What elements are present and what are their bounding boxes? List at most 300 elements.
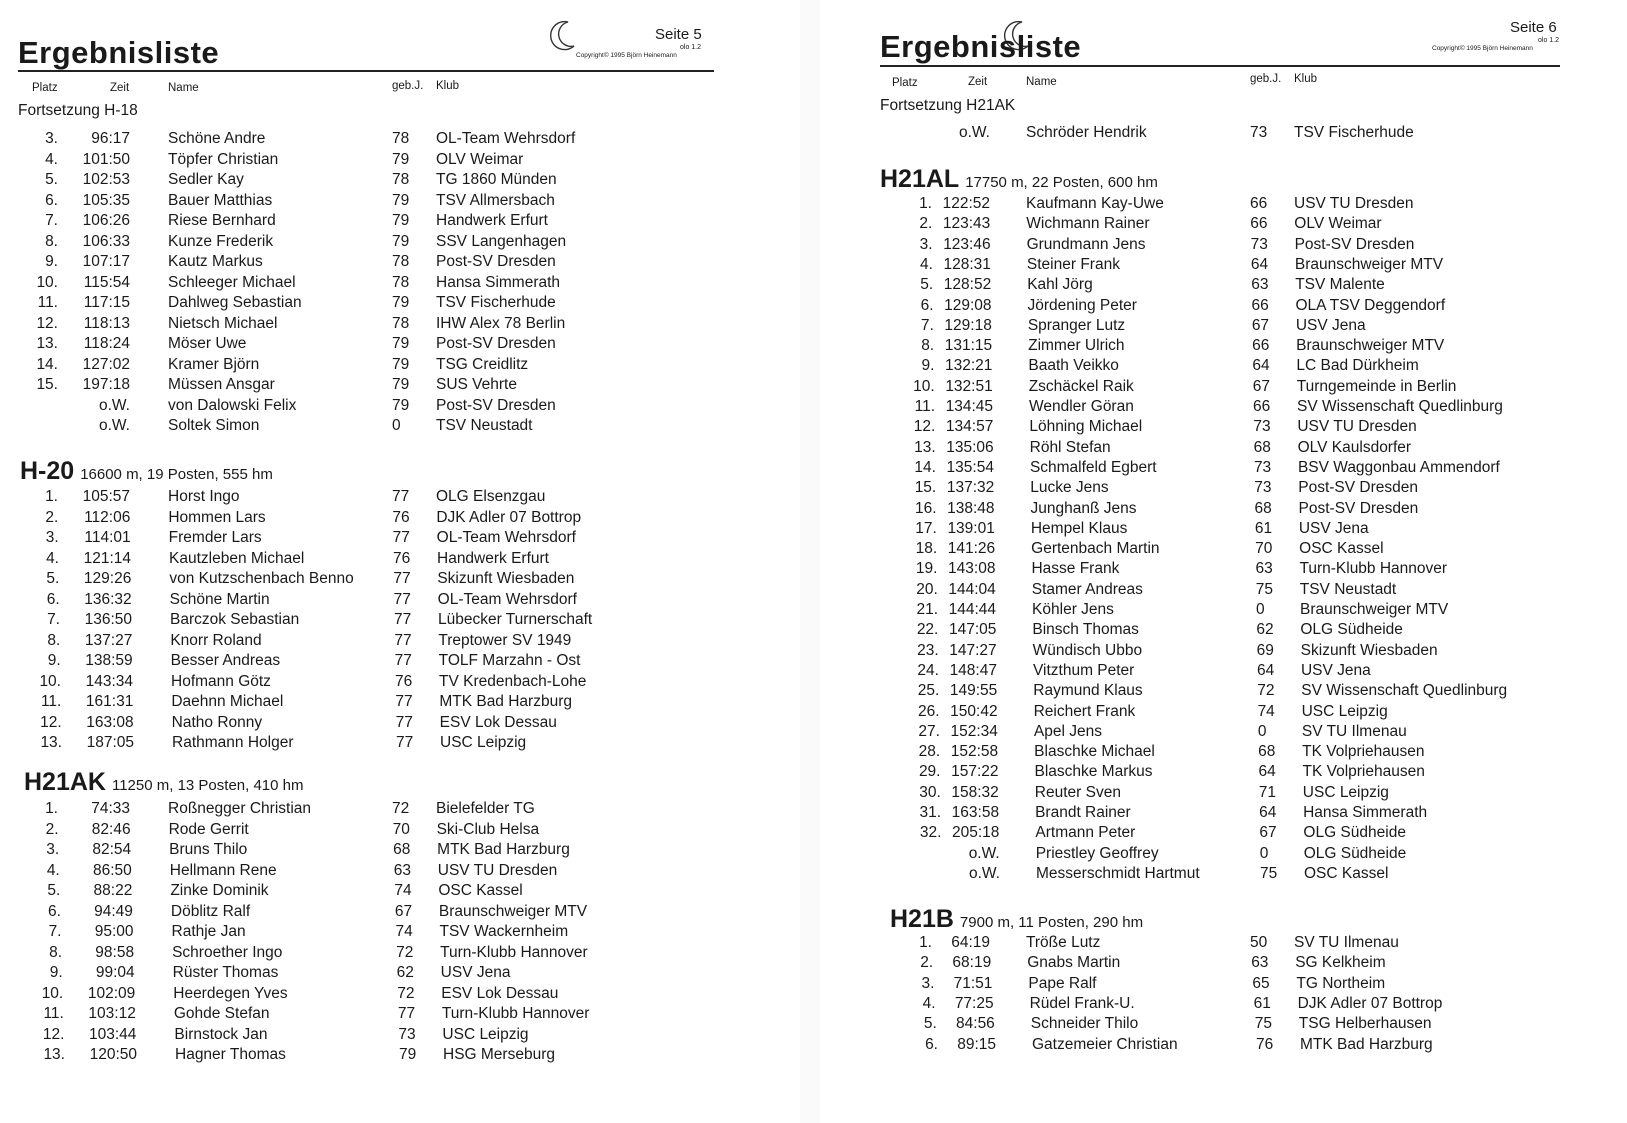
placement: 9. (921, 357, 935, 375)
runner-name: Schöne Andre (168, 130, 266, 147)
club-name: OSC Kassel (1299, 540, 1384, 558)
runner-name: Reuter Sven (1034, 783, 1121, 801)
club-name: USC Leipzig (1302, 783, 1389, 801)
club-name: BSV Waggonbau Ammendorf (1297, 458, 1500, 476)
placement: 2. (45, 820, 59, 838)
result-row (0, 591, 780, 612)
club-name: TG 1860 Münden (436, 171, 557, 188)
run-time: 99:04 (95, 964, 135, 981)
club-name: OLG Südheide (1303, 844, 1407, 862)
club-name: USC Leipzig (1301, 702, 1388, 720)
runner-name: Besser Andreas (170, 652, 281, 669)
birth-year: 76 (395, 672, 413, 690)
birth-year: 65 (1252, 974, 1270, 992)
col-header-zeit: Zeit (110, 82, 130, 94)
result-row (820, 784, 1600, 805)
class-course-info: 11250 m, 13 Posten, 410 hm (111, 777, 304, 794)
placement: 27. (918, 722, 940, 740)
run-time: 129:18 (944, 316, 992, 334)
runner-name: Schroether Ingo (172, 943, 283, 961)
birth-year: 74 (395, 923, 413, 940)
runner-name: Grundmann Jens (1026, 235, 1146, 253)
birth-year: 64 (1258, 763, 1276, 781)
run-time: 88:22 (93, 882, 133, 899)
result-row (0, 903, 780, 924)
runner-name: Raymund Klaus (1033, 682, 1143, 700)
col-header-name: Name (168, 82, 199, 94)
club-name: OLV Weimar (436, 150, 524, 168)
club-name: USC Leipzig (442, 1025, 529, 1043)
result-row (820, 276, 1600, 297)
run-time: 96:17 (91, 130, 130, 147)
club-name: TSV Fischerhude (436, 294, 556, 311)
result-row (820, 581, 1600, 602)
result-row (0, 570, 780, 591)
birth-year: 66 (1253, 398, 1271, 415)
birth-year: 71 (1258, 783, 1277, 801)
result-row (820, 824, 1600, 845)
placement: 29. (918, 763, 941, 781)
placement: 7. (920, 316, 934, 334)
club-name: Lübecker Turnerschaft (438, 611, 593, 628)
birth-year: 77 (394, 631, 412, 649)
placement: 18. (915, 540, 938, 558)
result-row (820, 662, 1600, 683)
runner-name: Bauer Matthias (168, 191, 273, 209)
club-name: OLA TSV Deggendorf (1295, 296, 1446, 314)
run-time: 101:50 (82, 150, 130, 168)
result-row (0, 294, 780, 315)
club-name: OLG Südheide (1303, 824, 1406, 842)
result-row (820, 723, 1600, 744)
col-header-geb: geb.J. (1250, 73, 1282, 85)
placement: 26. (918, 702, 940, 720)
club-name: Braunschweiger MTV (438, 902, 588, 920)
placement: 10. (39, 672, 61, 690)
placement: 2. (919, 215, 933, 233)
result-row (820, 743, 1600, 764)
runner-name: Kautzleben Michael (169, 549, 305, 567)
class-name: H21AK (24, 768, 106, 796)
birth-year: 66 (1250, 195, 1268, 212)
club-name: TSV Wackernheim (439, 923, 569, 940)
col-header-klub: Klub (1294, 73, 1318, 85)
runner-name: Kautz Markus (168, 253, 263, 270)
result-row (820, 1015, 1600, 1036)
placement: 6. (925, 1035, 938, 1053)
result-row (0, 130, 780, 151)
result-row (820, 804, 1600, 825)
result-row (0, 923, 780, 944)
placement: 15. (36, 376, 58, 393)
copyright-label: Copyright© 1995 Björn Heinemann (576, 52, 677, 59)
run-time: 115:54 (83, 273, 130, 291)
birth-year: 79 (399, 1046, 417, 1063)
result-row (0, 274, 780, 295)
run-time: 158:32 (951, 783, 999, 801)
placement: 8. (49, 943, 63, 961)
runner-name: Hellmann Rene (169, 861, 277, 879)
club-name: Skizunft Wiesbaden (1300, 641, 1438, 659)
birth-year: 62 (1256, 621, 1274, 639)
placement: 13. (43, 1046, 65, 1063)
club-name: TSV Neustadt (1299, 580, 1397, 598)
club-name: USC Leipzig (440, 734, 527, 751)
page-number: Seite 6 (1510, 19, 1557, 36)
runner-name: Junghanß Jens (1030, 499, 1137, 517)
club-name: OSC Kassel (1304, 864, 1389, 882)
result-row (0, 985, 780, 1006)
run-time: 138:59 (85, 652, 133, 669)
placement: 8. (921, 337, 935, 355)
result-row (820, 236, 1600, 257)
runner-name: Kahl Jörg (1027, 276, 1093, 294)
placement: 12. (42, 1025, 65, 1043)
run-time: 157:22 (951, 763, 999, 781)
birth-year: 63 (1251, 276, 1269, 294)
run-time: 107:17 (82, 253, 130, 270)
runner-name: Vitzthum Peter (1032, 661, 1135, 679)
run-time: 118:13 (83, 314, 130, 332)
runner-name: Reichert Frank (1033, 702, 1136, 720)
run-time: 134:45 (945, 398, 994, 415)
placement: 23. (917, 641, 939, 659)
result-row (0, 673, 780, 694)
runner-name: von Kutzschenbach Benno (169, 570, 354, 587)
run-time: 71:51 (953, 974, 993, 992)
club-name: Post-SV Dresden (1298, 479, 1418, 497)
birth-year: 78 (392, 314, 410, 332)
placement: 4. (922, 994, 936, 1012)
run-time: 82:46 (91, 820, 131, 838)
run-time: 120:50 (89, 1046, 137, 1063)
club-name: TSG Helberhausen (1298, 1015, 1432, 1033)
class-name: H21B (890, 905, 954, 933)
run-time: 89:15 (957, 1035, 996, 1053)
result-row (0, 335, 780, 356)
club-name: TK Volpriehausen (1302, 763, 1425, 781)
club-name: SUS Vehrte (436, 376, 517, 393)
continuation-label: Fortsetzung H-18 (18, 102, 138, 119)
birth-year: 73 (1250, 235, 1268, 253)
run-time: 149:55 (949, 682, 998, 700)
placement: 25. (917, 682, 940, 700)
birth-year: 70 (1255, 540, 1273, 558)
runner-name: Hommen Lars (168, 508, 266, 526)
placement: 31. (919, 804, 942, 821)
class-header (880, 165, 1158, 194)
birth-year: 67 (1251, 316, 1270, 334)
placement: 12. (40, 713, 62, 731)
birth-year: 77 (394, 611, 412, 628)
title-rule (880, 65, 1560, 67)
result-row (0, 192, 780, 213)
run-time: 84:56 (956, 1015, 995, 1033)
placement: 3. (919, 235, 933, 253)
placement: 10. (913, 377, 935, 395)
run-time: 138:48 (947, 499, 995, 517)
birth-year: 0 (1256, 601, 1265, 618)
page-number: Seite 5 (655, 26, 702, 43)
run-time: 95:00 (94, 923, 134, 940)
run-time: 112:06 (84, 508, 131, 526)
runner-name: Rode Gerrit (168, 820, 249, 838)
result-row (0, 734, 780, 755)
birth-year: 78 (392, 253, 410, 270)
placement: 8. (45, 232, 58, 250)
run-time: o.W. (968, 844, 1000, 862)
placement: 3. (45, 130, 58, 147)
birth-year: 67 (1252, 377, 1270, 395)
result-row (0, 841, 780, 862)
runner-name: Hofmann Götz (171, 672, 271, 690)
club-name: Turn-Klubb Hannover (440, 943, 588, 961)
result-row (820, 418, 1600, 439)
club-name: TK Volpriehausen (1302, 743, 1425, 761)
result-row (820, 995, 1600, 1016)
result-row (0, 882, 780, 903)
moon-logo-icon (546, 18, 580, 52)
run-time: 144:44 (948, 601, 997, 618)
placement: 1. (45, 488, 58, 505)
result-row (820, 479, 1600, 500)
run-time: 74:33 (91, 800, 130, 817)
birth-year: 63 (393, 861, 411, 879)
placement: 7. (48, 923, 62, 940)
result-row (820, 642, 1600, 663)
runner-name: Döblitz Ralf (170, 902, 251, 920)
version-label: olo 1.2 (680, 44, 702, 51)
runner-name: Spranger Lutz (1027, 316, 1126, 334)
birth-year: 79 (392, 150, 410, 168)
runner-name: Kramer Björn (168, 355, 260, 373)
club-name: Post-SV Dresden (436, 335, 556, 352)
col-header-platz: Platz (892, 77, 918, 89)
placement: 4. (919, 255, 933, 273)
runner-name: Zschäckel Raik (1028, 377, 1134, 395)
runner-name: Schöne Martin (169, 590, 270, 608)
placement: 1. (919, 934, 932, 951)
placement: 17. (915, 519, 937, 537)
runner-name: Gatzemeier Christian (1032, 1035, 1178, 1053)
birth-year: 72 (397, 984, 415, 1002)
run-time: 134:57 (945, 418, 994, 436)
runner-name: Rathje Jan (171, 923, 246, 940)
run-time: 102:53 (82, 171, 130, 188)
birth-year: 76 (392, 508, 410, 526)
club-name: Ski-Club Helsa (436, 820, 540, 838)
club-name: TG Northeim (1296, 974, 1386, 992)
birth-year: 78 (392, 130, 410, 147)
run-time: 129:26 (83, 570, 132, 587)
club-name: LC Bad Dürkheim (1296, 357, 1419, 375)
club-name: Post-SV Dresden (436, 396, 556, 414)
runner-name: Soltek Simon (168, 417, 260, 434)
result-row (0, 1005, 780, 1026)
club-name: Turn-Klubb Hannover (441, 1005, 590, 1022)
result-row (820, 195, 1600, 216)
page-title: Ergebnisliste (18, 35, 220, 70)
club-name: MTK Bad Harzburg (437, 841, 570, 858)
birth-year: 79 (392, 212, 410, 229)
result-row (0, 417, 780, 438)
result-row (0, 1026, 780, 1047)
run-time: 103:44 (89, 1025, 137, 1043)
club-name: OLG Elsenzgau (436, 488, 546, 505)
birth-year: 72 (396, 943, 414, 961)
birth-year: 73 (1254, 479, 1272, 497)
birth-year: 68 (1258, 743, 1276, 761)
club-name: ESV Lok Dessau (441, 984, 559, 1002)
runner-name: Horst Ingo (168, 488, 240, 505)
placement: 13. (914, 438, 936, 456)
club-name: SSV Langenhagen (436, 232, 567, 250)
runner-name: Natho Ronny (171, 713, 263, 731)
placement: 20. (916, 580, 938, 598)
result-row (820, 763, 1600, 784)
run-time: 117:15 (83, 294, 130, 311)
club-name: TSV Allmersbach (436, 191, 555, 209)
run-time: 135:54 (946, 458, 994, 476)
club-name: Post-SV Dresden (1298, 499, 1419, 517)
result-row (0, 550, 780, 571)
club-name: USV Jena (1298, 519, 1369, 537)
run-time: 136:50 (84, 611, 132, 628)
result-row (0, 714, 780, 735)
runner-name: Sedler Kay (168, 171, 244, 188)
run-time: 128:31 (943, 255, 991, 273)
result-row (820, 560, 1600, 581)
result-row (820, 845, 1600, 866)
birth-year: 72 (392, 800, 410, 817)
club-name: Post-SV Dresden (436, 253, 556, 270)
runner-name: Zimmer Ulrich (1028, 337, 1125, 355)
run-time: 132:21 (945, 357, 993, 375)
runner-name: Töpfer Christian (168, 150, 279, 168)
birth-year: 73 (1250, 124, 1268, 141)
run-time: 163:08 (86, 713, 134, 731)
runner-name: Messerschmidt Hartmut (1036, 864, 1200, 882)
club-name: MTK Bad Harzburg (439, 693, 572, 710)
runner-name: Artmann Peter (1035, 824, 1136, 842)
run-time: 123:46 (943, 235, 991, 253)
runner-name: Kunze Frederik (168, 232, 274, 250)
birth-year: 77 (393, 590, 411, 608)
placement: 5. (47, 882, 61, 899)
runner-name: Blaschke Markus (1034, 763, 1153, 781)
copyright-label: Copyright© 1995 Björn Heinemann (1432, 45, 1533, 52)
result-row (820, 439, 1600, 460)
result-row (820, 520, 1600, 541)
birth-year: 77 (392, 529, 410, 546)
placement: 11. (43, 1005, 64, 1022)
placement: 14. (36, 355, 58, 373)
run-time: 82:54 (92, 841, 132, 858)
birth-year: 75 (1260, 864, 1278, 882)
birth-year: 77 (396, 734, 414, 751)
runner-name: Bruns Thilo (169, 841, 248, 858)
run-time: 103:12 (88, 1005, 136, 1022)
club-name: TV Kredenbach-Lohe (439, 672, 587, 690)
birth-year: 50 (1250, 934, 1268, 951)
result-row (0, 693, 780, 714)
placement: 15. (914, 479, 937, 497)
run-time: 137:27 (84, 631, 133, 649)
run-time: o.W. (968, 864, 1000, 882)
run-time: 114:01 (84, 529, 131, 546)
placement: 2. (45, 508, 59, 526)
club-name: OLG Südheide (1300, 621, 1403, 639)
club-name: OL-Team Wehrsdorf (436, 529, 576, 546)
birth-year: 77 (395, 693, 413, 710)
birth-year: 62 (396, 964, 414, 981)
runner-name: Rüster Thomas (172, 964, 279, 981)
birth-year: 77 (394, 652, 412, 669)
runner-name: Müssen Ansgar (168, 376, 275, 393)
result-row (820, 703, 1600, 724)
birth-year: 77 (395, 713, 413, 731)
club-name: OL-Team Wehrsdorf (436, 130, 576, 147)
col-header-zeit: Zeit (968, 76, 988, 88)
placement: 11. (40, 693, 62, 710)
runner-name: Wichmann Rainer (1026, 215, 1150, 233)
result-row (820, 357, 1600, 378)
birth-year: 61 (1254, 519, 1273, 537)
run-time: 94:49 (94, 902, 133, 920)
club-name: SV Wissenschaft Quedlinburg (1301, 682, 1508, 700)
placement: 32. (919, 824, 942, 842)
placement: 12. (913, 418, 936, 436)
runner-name: Tröße Lutz (1026, 934, 1101, 951)
run-time: 132:51 (945, 377, 993, 395)
birth-year: 68 (1254, 499, 1272, 517)
result-row (820, 865, 1600, 886)
result-row (820, 1036, 1600, 1057)
birth-year: 75 (1255, 580, 1273, 598)
birth-year: 68 (393, 841, 411, 858)
result-row (820, 500, 1600, 521)
runner-name: Gnabs Martin (1027, 954, 1121, 972)
placement: 8. (47, 631, 61, 649)
birth-year: 77 (392, 488, 410, 505)
birth-year: 0 (392, 417, 401, 434)
runner-name: Stamer Andreas (1031, 580, 1143, 598)
run-time: 123:43 (942, 215, 991, 233)
runner-name: Lucke Jens (1030, 479, 1109, 497)
club-name: TOLF Marzahn - Ost (438, 652, 581, 669)
birth-year: 79 (392, 294, 410, 311)
run-time: 86:50 (92, 861, 132, 879)
result-row (820, 256, 1600, 277)
club-name: Bielefelder TG (436, 800, 535, 817)
placement: 13. (40, 734, 62, 751)
placement: 10. (36, 273, 58, 291)
result-row (0, 509, 780, 530)
birth-year: 78 (392, 273, 410, 291)
run-time: 106:26 (82, 212, 130, 229)
club-name: Braunschweiger MTV (1300, 601, 1449, 618)
result-row (820, 682, 1600, 703)
placement: 19. (915, 560, 938, 578)
result-row (0, 253, 780, 274)
runner-name: Gertenbach Martin (1031, 540, 1160, 558)
left-page (0, 0, 800, 1123)
club-name: USV Jena (1300, 661, 1371, 679)
birth-year: 79 (392, 335, 410, 352)
result-row (820, 378, 1600, 399)
run-time: 105:35 (82, 191, 130, 209)
result-row (820, 601, 1600, 622)
